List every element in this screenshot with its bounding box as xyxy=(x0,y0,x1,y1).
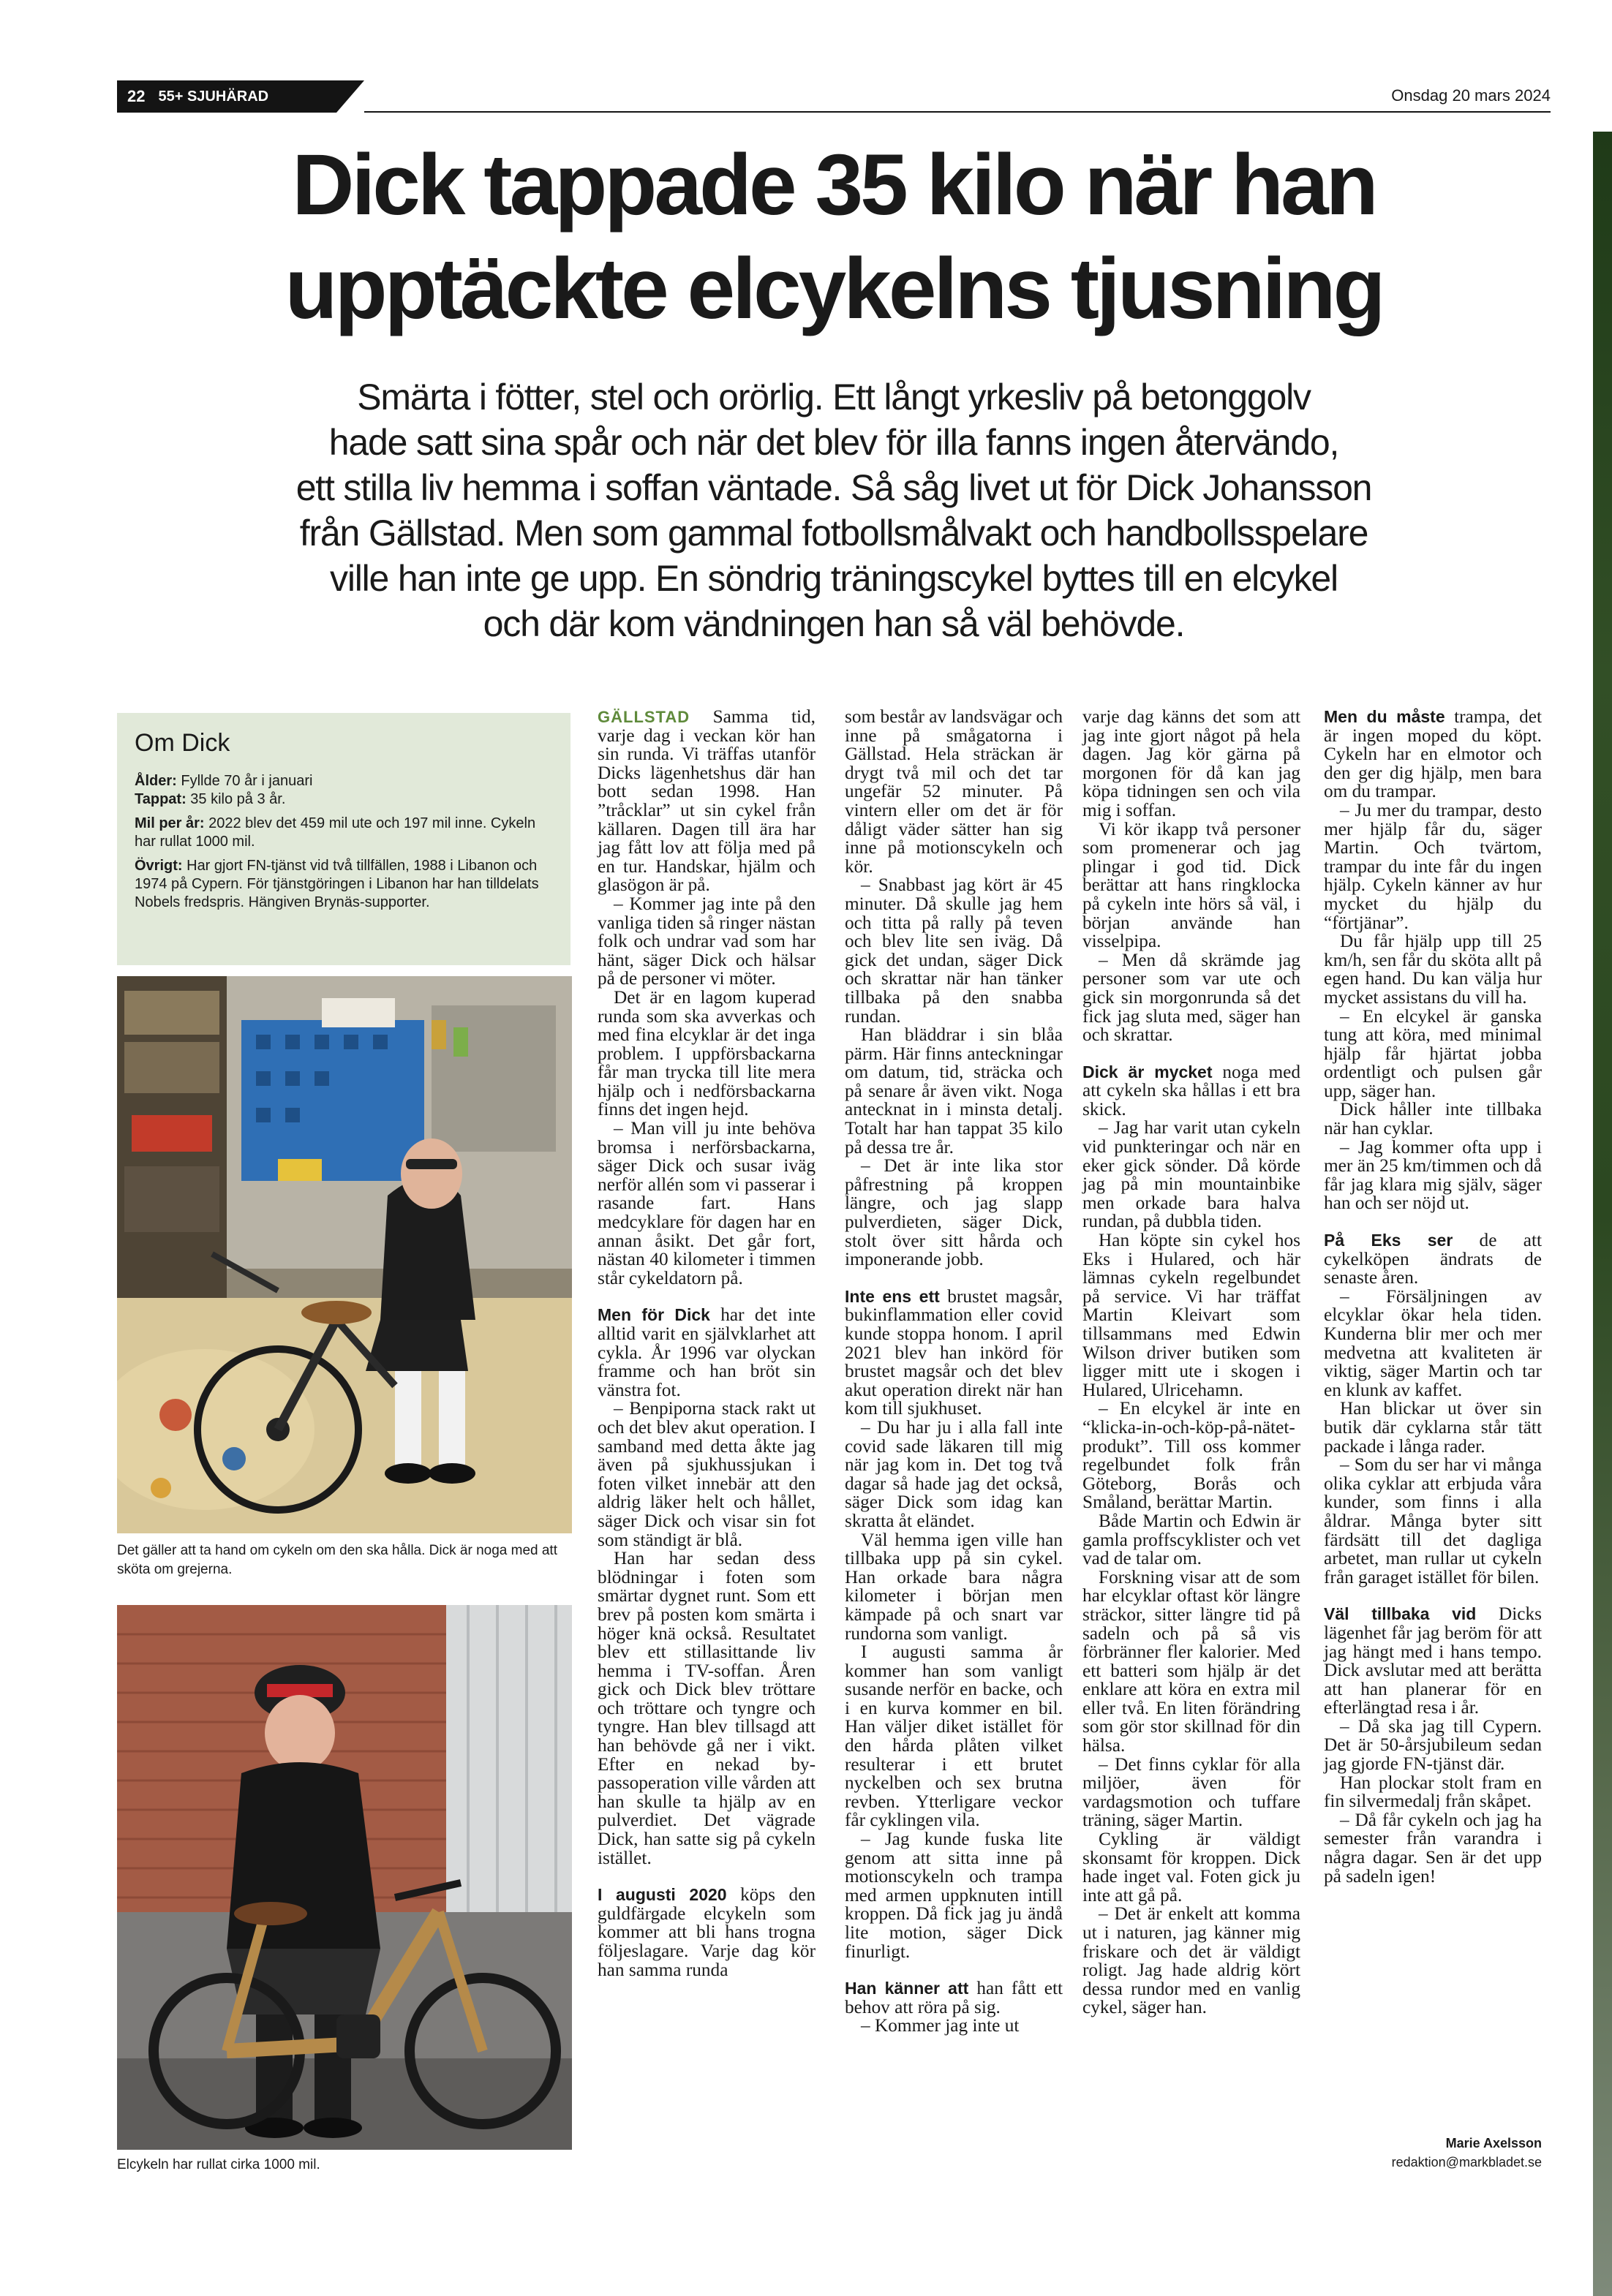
paragraph-text: – Du har ju i alla fall inte covid sade läkaren till mig när jag kom in. Det tog två dagar så hade jag det också, säger Dick som idag kan skratta åt eländet. xyxy=(845,1416,1063,1531)
article-column-3 xyxy=(1082,708,1300,2017)
article-paragraph xyxy=(598,1886,816,1979)
header-rule xyxy=(364,111,1551,113)
paragraph-text: Vi kör ikapp två personer som promenerar och jag plingar i god tid. Dick berättar att hans ringklocka på cykeln inte hörs så väl, i början använde han visselpipa. xyxy=(1082,818,1300,952)
photo-caption: Det gäller att ta hand om cykeln om den ska hålla. Dick är noga med att sköta om grejerna. xyxy=(117,1543,557,1577)
section-name: 55+ SJUHÄRAD xyxy=(158,88,269,105)
paragraph-text: Han bläddrar i sin blåa pärm. Här finns anteckningar om datum, tid, sträcka och på senare år även vikt. Noga antecknat in i minsta detalj. Totalt har han tappat 35 kilo på dessa tre år. xyxy=(845,1024,1063,1158)
article-paragraph xyxy=(845,1416,1063,1531)
paragraph-text: Det är en lagom kuperad runda som ska avverkas och med fina elcyklar är det inga problem. I uppförsbackarna får man trycka till lite mera hjälp och i nedförsbackarna finns det ingen hejd. xyxy=(598,986,816,1120)
article-paragraph xyxy=(1324,1774,1542,1811)
paragraph-text: – Jag har varit utan cykeln vid punkteringar och när en eker gick sönder. Då körde jag på min mountainbike men orkade bara halva rundan, på dubbla tiden. xyxy=(1082,1117,1300,1232)
article-paragraph xyxy=(1324,1138,1542,1213)
article-paragraph xyxy=(845,1157,1063,1269)
paragraph-text: – En elcykel är inte en “klicka-in-och-köp-på-nätet-produkt”. Till oss kommer regelbundet folk från Göteborg, Borås och Småland, berättar Martin. xyxy=(1082,1398,1300,1513)
paragraph-text: Samma tid, varje dag i veckan kör han sin runda. Vi träffas utanför Dicks lägenhetshus där han bott sedan 1998. Han ”tråcklar” ut sin cykel från källaren. Dagen till ära har jag fått lov att följa med på en tur. Handskar, hjälm och glasögon är på. xyxy=(598,706,816,896)
subhead-kicker: Inte ens ett xyxy=(845,1286,940,1306)
article-paragraph xyxy=(1324,1100,1542,1138)
paragraph-text: – Jag kommer ofta upp i mer än 25 km/timmen och då får jag klara mig själv, säger han och ser nöjd ut. xyxy=(1324,1136,1542,1214)
article-paragraph xyxy=(845,708,1063,876)
adjacent-page-photo-strip xyxy=(1593,132,1612,2296)
article-paragraph xyxy=(1324,708,1542,801)
fact-label: Övrigt: xyxy=(135,858,183,874)
paragraph-text: varje dag känns det som att jag inte gjort något på hela dagen. Jag kör gärna på morgonen för då kan jag köpa tidningen sen och vila mig i soffan. xyxy=(1082,706,1300,820)
article-paragraph xyxy=(598,1400,816,1549)
fact-box-title: Om Dick xyxy=(135,729,230,757)
paragraph-text: – En elcykel är ganska tung att köra, med minimal hjälp får hjärtat jobba ordentligt och pulsen går upp, säger han. xyxy=(1324,1005,1542,1101)
article-column-2 xyxy=(845,708,1063,2036)
photo-caption: Elcykeln har rullat cirka 1000 mil. xyxy=(117,2157,320,2172)
paragraph-text: trampa, det är ingen moped du köpt. Cykeln har en elmotor och den ger dig hjälp, men bara om du trampar. xyxy=(1324,706,1542,802)
subhead-kicker: På Eks ser xyxy=(1324,1231,1453,1250)
article-paragraph xyxy=(1324,801,1542,932)
paragraph-text: Dicks lägenhet får jag beröm för att jag hängt med i hans tempo. Dick avslutar med att berätta att han planerar för en efterlängtad resa i år. xyxy=(1324,1604,1543,1718)
subhead-kicker: Väl tillbaka vid xyxy=(1324,1604,1477,1624)
article-paragraph xyxy=(1324,1231,1542,1288)
paragraph-text: – Men då skrämde jag personer som var ute och gick sin morgonrunda så det fick jag sluta med, säger han och skrattar. xyxy=(1082,949,1300,1046)
paragraph-text: – Försäljningen av elcyklar ökar hela tiden. Kunderna blir mer och mer medvetna att kvaliteten är viktig, säger Martin och tar en klunk av kaffet. xyxy=(1324,1285,1542,1400)
article-paragraph xyxy=(1324,1605,1542,1718)
article-paragraph xyxy=(845,1643,1063,1830)
issue-date: Onsdag 20 mars 2024 xyxy=(1391,86,1551,105)
article-paragraph xyxy=(1324,1005,1542,1101)
article-paragraph xyxy=(1082,820,1300,951)
paragraph-text: Dick håller inte tillbaka när han cyklar. xyxy=(1324,1099,1542,1139)
article-paragraph xyxy=(1082,1231,1300,1400)
article-paragraph xyxy=(1082,1568,1300,1756)
fact-box xyxy=(117,713,570,965)
article-paragraph xyxy=(845,1285,1063,1419)
fact-text: 2022 blev det 459 mil ute och 197 mil inne. Cykeln har rullat 1000 mil. xyxy=(135,815,536,850)
subhead-kicker: Men för Dick xyxy=(598,1305,710,1325)
dateline-place: GÄLLSTAD xyxy=(598,708,690,726)
paragraph-text: köps den guldfärgade elcykeln som kommer att bli hans trogna följeslagare. Varje dag kör han samma runda xyxy=(598,1884,816,1980)
headline-line: Dick tappade 35 kilo när han xyxy=(292,137,1376,233)
article-paragraph xyxy=(1324,1715,1542,1775)
paragraph-text: – Som du ser har vi många olika cyklar att erbjuda våra kunder, som finns i alla åldrar. Många byter sitt färdsätt till det dagliga arbetet, man rullar ut cykeln från garaget istället för bilen. xyxy=(1324,1454,1542,1587)
paragraph-text: – Det finns cyklar för alla miljöer, även för vardagsmotion och tuffare träning, säger Martin. xyxy=(1082,1753,1300,1831)
article-paragraph xyxy=(845,1531,1063,1644)
article-paragraph xyxy=(845,876,1063,1026)
fact-label: Mil per år: xyxy=(135,815,205,831)
paragraph-text: Cykling är väldigt skonsamt för kroppen. Dick hade inget val. Foten gick ju inte att gå på. xyxy=(1082,1829,1300,1906)
byline-email: redaktion@markbladet.se xyxy=(1391,2155,1542,2170)
fact-label: Tappat: xyxy=(135,791,187,807)
section-tab-edge xyxy=(336,80,364,113)
article-paragraph xyxy=(1082,1063,1300,1119)
fact-row xyxy=(135,772,554,809)
byline-name: Marie Axelsson xyxy=(1445,2136,1542,2150)
section-tab xyxy=(117,80,336,113)
photo-workshop xyxy=(117,976,572,1533)
ingress-line: ett stilla liv hemma i soffan väntade. Så såg livet ut för Dick Johansson xyxy=(295,467,1372,508)
article-paragraph xyxy=(1082,1119,1300,1231)
fact-text: 35 kilo på 3 år. xyxy=(186,791,286,807)
paragraph-text: – Det är enkelt att komma ut i naturen, jag känner mig friskare och det är väldigt roligt. Jag hade aldrig kört dessa rundor med en vanlig cykel, säger han. xyxy=(1082,1903,1300,2018)
paragraph-text: I augusti samma år kommer han som vanligt susande nerför en backe, och i en kurva kommer en bil. Han väljer diket istället för den hårda plåten vilket resulterar i ett brutet nyckelben och sex brutna revben. Ytterligare veckor får cyklingen vila. xyxy=(845,1642,1063,1831)
article-paragraph xyxy=(598,986,816,1120)
paragraph-text: brustet magsår, bukinflammation eller covid kunde stoppa honom. I april 2021 blev han inkörd för brustet magsår och det blev akut operation direkt när han kom till sjukhuset. xyxy=(845,1285,1063,1419)
paragraph-text: Han har sedan dess blödningar i foten som smärtar dygnet runt. Som ett brev på posten kom smärta i höger knä också. Resultatet blev ett stillasittande liv hemma i TV-soffan. Åren gick och Dick blev tröttare och tröttare och tyngre och tyngre. Han blev tillsagd att han behövde gå ner i vikt. Efter en nekad by-passoperation ville vården att han skulle ta hjälp av en pulverdiet. Det vägrade Dick, han satte sig på cykeln istället. xyxy=(598,1548,816,1868)
article-column-4 xyxy=(1324,708,1542,1886)
ingress-line: från Gällstad. Men som gammal fotbollsmålvakt och handbollsspelare xyxy=(299,513,1368,554)
ingress-line: ville han inte ge upp. En söndrig träningscykel byttes till en elcykel xyxy=(330,558,1338,599)
article-paragraph xyxy=(598,895,816,989)
subhead-kicker: Dick är mycket xyxy=(1082,1062,1213,1081)
article-paragraph xyxy=(1082,1512,1300,1568)
article-paragraph xyxy=(845,1830,1063,1961)
paragraph-text: har det inte alltid varit en självklarhet att cykla. År 1996 var olyckan framme och han bröt sin vänstra fot. xyxy=(598,1304,816,1400)
paragraph-text: Han köpte sin cykel hos Eks i Hulared, och här lämnas cykeln regelbundet på service. Vi har träffat Martin Kleivart som tillsammans med Edwin Wilson driver butiken som ligger mitt ute i skogen i Hulared, Ulricehamn. xyxy=(1082,1230,1300,1400)
paragraph-text: Både Martin och Edwin är gamla proffscyklister och vet vad de talar om. xyxy=(1082,1510,1300,1569)
article-paragraph xyxy=(845,2017,1063,2036)
paragraph-text: – Ju mer du trampar, desto mer hjälp får du, säger Martin. Och tvärtom, trampar du inte får du ingen hjälp. Cykeln känner av hur mycket du hjälp du “förtjänar”. xyxy=(1324,799,1542,933)
paragraph-text: Du får hjälp upp till 25 km/h, sen får du sköta allt på egen hand. Du kan välja hur mycket assistans du vill ha. xyxy=(1324,931,1542,1008)
paragraph-text: Forskning visar att de som har elcyklar oftast kör längre sträckor, sitter längre tid på sadeln och på så vis förbränner fler kalorier. Med ett batteri som hjälp är det enklare att köra en extra mil eller två. En liten förändring som gör stor skillnad för din hälsa. xyxy=(1082,1566,1300,1756)
article-paragraph xyxy=(1324,1400,1542,1456)
article-paragraph xyxy=(1082,1830,1300,1905)
paragraph-text: – Då ska jag till Cypern. Det är 50-årsjubileum sedan jag gjorde FN-tjänst där. xyxy=(1324,1715,1542,1775)
article-paragraph xyxy=(1082,708,1300,820)
paragraph-text: som består av landsvägar och inne på smågatorna i Gällstad. Hela sträckan är drygt två mil och det tar ungefär 52 minuter. På vintern eller om det är för dåligt väder sätter han sig inne på motionscykeln och kör. xyxy=(845,706,1063,877)
ingress xyxy=(132,374,1536,646)
paragraph-text: noga med att cykeln ska hållas i ett bra skick. xyxy=(1082,1061,1300,1119)
byline xyxy=(1324,2134,1542,2172)
fact-text: Fyllde 70 år i januari xyxy=(176,773,313,789)
subhead-kicker: I augusti 2020 xyxy=(598,1885,727,1905)
paragraph-text: – Kommer jag inte på den vanliga tiden så ringer nästan folk och undrar vad som har hänt, säger Dick och hälsar på de personer vi möter. xyxy=(598,893,816,989)
paragraph-text: – Då får cykeln och jag ha semester från varandra i några dagar. Sen är det upp på sadeln igen! xyxy=(1324,1809,1542,1887)
ingress-line: hade satt sina spår och när det blev för illa fanns ingen återvändo, xyxy=(328,422,1339,463)
photo-ebike xyxy=(117,1605,572,2150)
paragraph-text: – Benpiporna stack rakt ut och det blev akut operation. I samband med detta åkte jag även på sjukhussjukan i foten vilket innebär att den aldrig läker helt och hållet, säger Dick och visar sin fot som ständigt är blå. xyxy=(598,1398,816,1550)
paragraph-text: Väl hemma igen ville han tillbaka upp på sin cykel. Han orkade bara några kilometer i början men kämpade på och snart var rundorna som vanligt. xyxy=(845,1529,1063,1644)
article-paragraph xyxy=(1082,951,1300,1045)
article-paragraph xyxy=(1324,1456,1542,1587)
paragraph-text: – Man vill ju inte behöva bromsa i nerförsbackarna, säger Dick och susar iväg nerför allén som vi passerar i rasande fart. Hans medcyklare för dagen har en annan åsikt. Det går fort, nästan 40 kilometer i timmen står cykeldatorn på. xyxy=(598,1118,816,1288)
paragraph-text: Han blickar ut över sin butik där cyklarna står tätt packade i långa rader. xyxy=(1324,1398,1542,1457)
paragraph-text: – Kommer jag inte ut xyxy=(861,2015,1020,2036)
headline-line: upptäckte elcykelns tjusning xyxy=(285,241,1383,337)
fact-label: Ålder: xyxy=(135,773,177,789)
article-paragraph xyxy=(1324,932,1542,1007)
ingress-line: och där kom vändningen han så väl behövde. xyxy=(483,603,1185,644)
article-paragraph xyxy=(598,1306,816,1400)
article-paragraph xyxy=(845,1026,1063,1157)
headline xyxy=(117,133,1551,341)
paragraph-text: – Snabbast jag kört är 45 minuter. Då skulle jag hem och titta på rally på teven och blev lite sen iväg. Då gick det undan, säger Dick och skrattar när han tänker tillbaka på den snabba rundan. xyxy=(845,875,1063,1027)
article-paragraph xyxy=(1324,1811,1542,1886)
fact-row xyxy=(135,815,554,851)
paragraph-text: Han plockar stolt fram en fin silvermedalj från skåpet. xyxy=(1324,1772,1542,1812)
article-column-1 xyxy=(598,708,816,1979)
article-paragraph xyxy=(845,1979,1063,2017)
page-number: 22 xyxy=(127,87,146,105)
paragraph-text: – Det är inte lika stor påfrestning på kroppen längre, och jag slapp pulverdieten, säger Dick, stolt över sitt hårda och imponerande jobb. xyxy=(845,1155,1063,1270)
page-header xyxy=(117,80,1551,113)
paragraph-text: de att cykelköpen ändrats de senaste åren. xyxy=(1324,1230,1542,1288)
article-paragraph xyxy=(1082,1905,1300,2017)
subhead-kicker: Han känner att xyxy=(845,1979,969,1998)
article-paragraph xyxy=(598,1119,816,1288)
article-paragraph xyxy=(1082,1753,1300,1831)
article-paragraph xyxy=(598,708,816,895)
paragraph-text: – Jag kunde fuska lite genom att sitta inne på motionscykeln och trampa med armen uppknuten intill kroppen. Då fick jag ju ändå lite motion, säger Dick finurligt. xyxy=(845,1829,1063,1962)
article-paragraph xyxy=(598,1549,816,1868)
article-paragraph xyxy=(1082,1400,1300,1512)
subhead-kicker: Men du måste xyxy=(1324,707,1445,726)
article-paragraph xyxy=(1324,1285,1542,1400)
paragraph-text: han fått ett behov att röra på sig. xyxy=(845,1978,1063,2017)
fact-text: Har gjort FN-tjänst vid två tillfällen, 1988 i Libanon och 1974 på Cypern. För tjänstgöringen i Libanon har han tilldelats Nobels fredspris. Hängiven Brynäs-supporter. xyxy=(135,858,539,910)
fact-row xyxy=(135,857,554,912)
ingress-line: Smärta i fötter, stel och orörlig. Ett långt yrkesliv på betonggolv xyxy=(357,377,1311,418)
